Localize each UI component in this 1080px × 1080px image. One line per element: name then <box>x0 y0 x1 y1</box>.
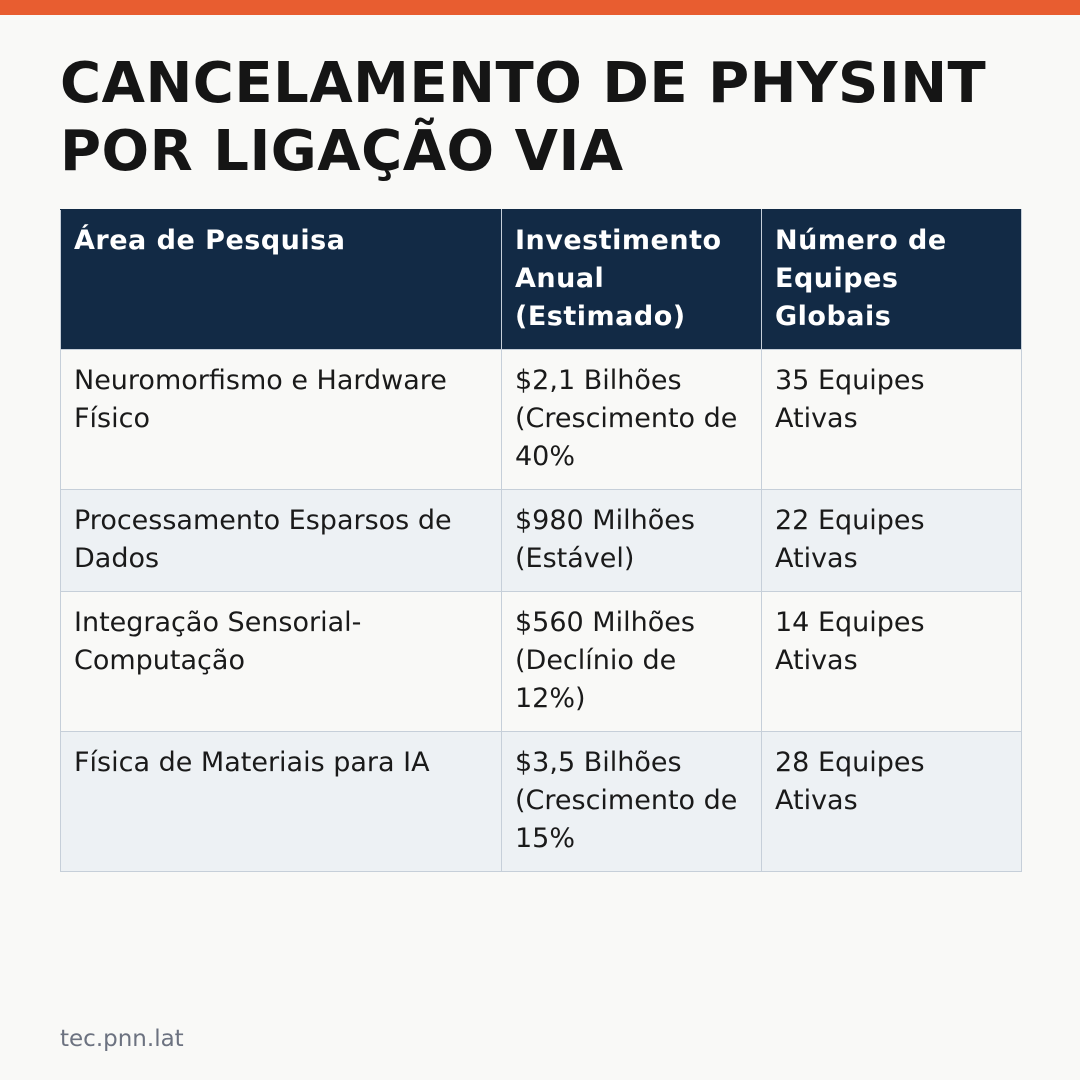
cell-investment: $980 Milhões (Estável) <box>502 490 762 592</box>
cell-investment: $560 Milhões (Declínio de 12%) <box>502 592 762 732</box>
cell-investment: $3,5 Bilhões (Crescimento de 15% <box>502 732 762 872</box>
column-header-investment: Investimento Anual (Estimado) <box>502 210 762 350</box>
cell-area: Processamento Esparsos de Dados <box>61 490 502 592</box>
cell-area: Neuromorfismo e Hardware Físico <box>61 350 502 490</box>
cell-teams: 14 Equipes Ativas <box>762 592 1022 732</box>
source-url: tec.pnn.lat <box>60 1026 184 1052</box>
cell-area: Integração Sensorial-Computação <box>61 592 502 732</box>
cell-area: Física de Materiais para IA <box>61 732 502 872</box>
table-row <box>61 490 1022 592</box>
table-row <box>61 732 1022 872</box>
cell-investment: $2,1 Bilhões (Crescimento de 40% <box>502 350 762 490</box>
column-header-area: Área de Pesquisa <box>61 210 502 350</box>
cell-teams: 28 Equipes Ativas <box>762 732 1022 872</box>
accent-bar <box>0 0 1080 15</box>
column-header-teams: Número de Equipes Globais <box>762 210 1022 350</box>
table-row <box>61 350 1022 490</box>
cell-teams: 22 Equipes Ativas <box>762 490 1022 592</box>
cell-teams: 35 Equipes Ativas <box>762 350 1022 490</box>
research-table <box>60 209 1022 872</box>
table-row <box>61 592 1022 732</box>
table-header-row <box>61 210 1022 350</box>
page-title: CANCELAMENTO DE PHYSINT POR LIGAÇÃO VIA <box>60 51 987 184</box>
